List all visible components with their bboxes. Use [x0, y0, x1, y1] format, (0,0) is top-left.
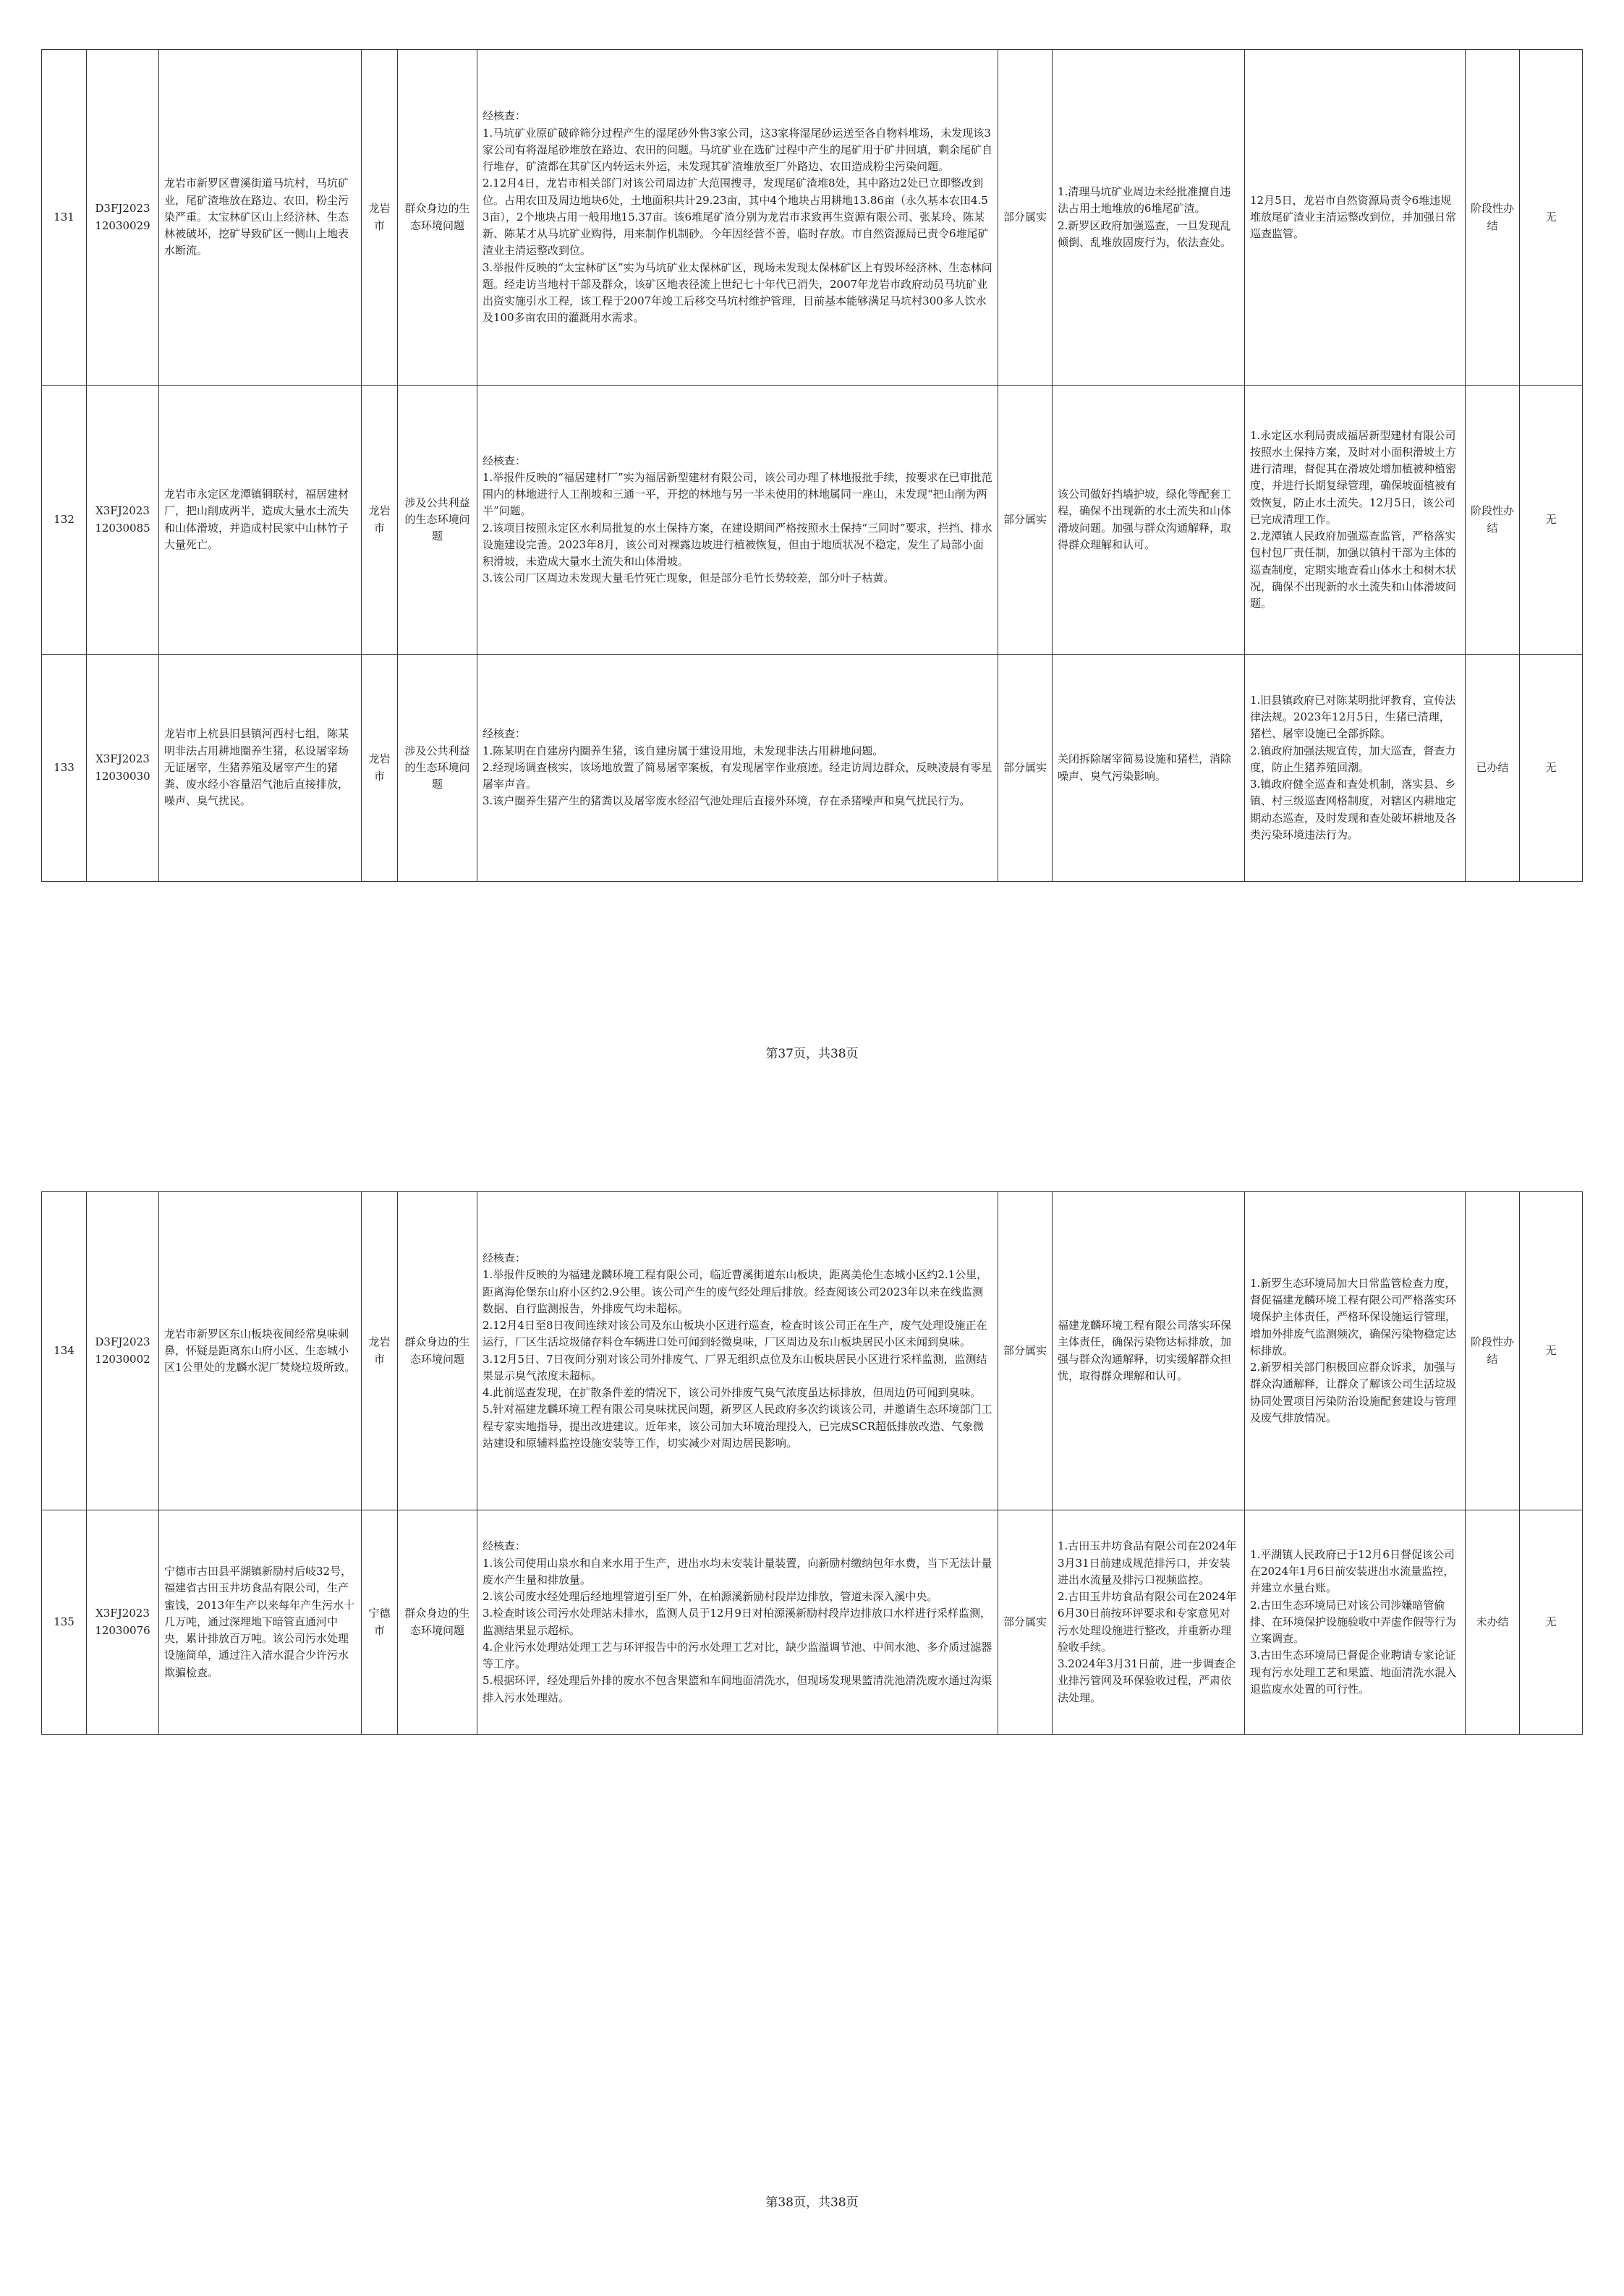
- accountability: 无: [1520, 1510, 1583, 1735]
- verification-status: 部分属实: [998, 1510, 1053, 1735]
- investigation-findings: 经核查： 1.陈某明在自建房内圈养生猪，该自建房属于建设用地，未发现非法占用耕地问题。 2.经现场调查核实，该场地放置了简易屠宰案板，有发现屠宰作业痕迹。经走访周边群众，反映凌晨有零星屠宰声音。 3.该户圈养生猪产生的猪粪以及屠宰废水经沼气池处理后直接外环境，存在杀猪噪声和臭气扰民行为。: [477, 655, 998, 882]
- reported-issue: 龙岩市新罗区东山板块夜间经常臭味刺鼻，怀疑是距离东山府小区、生态城小区1公里处的龙麟水泥厂焚烧垃圾所致。: [159, 1192, 362, 1510]
- complaint-table: [41, 49, 1583, 882]
- rectification-progress: 1.永定区水利局责成福居新型建材有限公司按照水土保持方案，及时对小面积滑坡土方进行清理，督促其在滑坡处增加植被种植密度，并进行长期复绿管理，确保坡面植被有效恢复，防止水土流失。12月5日，该公司已完成清理工作。 2.龙潭镇人民政府加强巡查监管，严格落实包村包厂责任制，加强以镇村干部为主体的巡查制度，定期实地查看山体水土和树木状况，确保不出现新的水土流失和山体滑坡问题。: [1245, 386, 1466, 655]
- completion-status: 阶段性办结: [1466, 386, 1520, 655]
- handling-measures: 关闭拆除屠宰简易设施和猪栏，消除噪声、臭气污染影响。: [1053, 655, 1245, 882]
- reported-issue: 龙岩市上杭县旧县镇河西村七组，陈某明非法占用耕地圈养生猪，私设屠宰场无证屠宰，生猪养殖及屠宰产生的猪粪、废水经小容量沼气池后直接排放，噪声、臭气扰民。: [159, 655, 362, 882]
- city: 龙岩市: [362, 655, 398, 882]
- city: 龙岩市: [362, 1192, 398, 1510]
- handling-measures: 1.古田玉井坊食品有限公司在2024年3月31日前建成规范排污口，并安装进出水流量及排污口视频监控。 2.古田玉井坊食品有限公司在2024年6月30日前按环评要求和专家意见对污水处理设施进行整改，并重新办理验收手续。 3.2024年3月31日前，进一步调查企业排污管网及环保验收过程，严肃依法处理。: [1053, 1510, 1245, 1735]
- accountability: 无: [1520, 50, 1583, 386]
- accountability: 无: [1520, 386, 1583, 655]
- completion-status: 阶段性办结: [1466, 50, 1520, 386]
- city: 宁德市: [362, 1510, 398, 1735]
- issue-type: 涉及公共利益的生态环境问题: [398, 386, 477, 655]
- completion-status: 阶段性办结: [1466, 1192, 1520, 1510]
- case-number: 134: [42, 1192, 87, 1510]
- investigation-findings: 经核查： 1.举报件反映的“福居建材厂”实为福居新型建材有限公司，该公司办理了林地报批手续，按要求在已审批范围内的林地进行人工削坡和三通一平，开挖的林地与另一半未使用的林地属同一座山，未发现“把山削为两半”问题。 2.该项目按照永定区水利局批复的水土保持方案，在建设期间严格按照水土保持“三同时”要求，拦挡、排水设施建设完善。2023年8月，该公司对裸露边坡进行植被恢复，但由于地质状况不稳定，发生了局部小面积滑坡，未造成大量水土流失和山体滑坡。 3.该公司厂区周边未发现大量毛竹死亡现象，但是部分毛竹长势较差，部分叶子枯黄。: [477, 386, 998, 655]
- issue-type: 涉及公共利益的生态环境问题: [398, 655, 477, 882]
- city: 龙岩市: [362, 386, 398, 655]
- accountability: 无: [1520, 1192, 1583, 1510]
- page-footer: 第37页，共38页: [765, 1047, 859, 1061]
- handling-measures: 该公司做好挡墙护坡，绿化等配套工程，确保不出现新的水土流失和山体滑坡问题。加强与群众沟通解释，取得群众理解和认可。: [1053, 386, 1245, 655]
- case-code: X3FJ2023 12030076: [87, 1510, 159, 1735]
- rectification-progress: 12月5日，龙岩市自然资源局责令6堆违规堆放尾矿渣业主清运整改到位，并加强日常巡查监管。: [1245, 50, 1466, 386]
- issue-type: 群众身边的生态环境问题: [398, 50, 477, 386]
- accountability: 无: [1520, 655, 1583, 882]
- issue-type: 群众身边的生态环境问题: [398, 1192, 477, 1510]
- city: 龙岩市: [362, 50, 398, 386]
- complaint-table: [41, 1191, 1583, 1735]
- case-code: D3FJ2023 12030029: [87, 50, 159, 386]
- investigation-findings: 经核查： 1.该公司使用山泉水和自来水用于生产，进出水均未安装计量装置，向新励村缴纳包年水费，当下无法计量废水产生量和排放量。 2.该公司废水经处理后经地埋管道引至厂外，在柏源溪新励村段岸边排放，管道未深入溪中央。 3.检查时该公司污水处理站未排水，监测人员于12月9日对柏源溪新励村段岸边排放口水样进行采样监测，监测结果显示超标。 4.企业污水处理站处理工艺与环评报告中的污水处理工艺对比，缺少监溢调节池、中间水池、多介质过滤器等工序。 5.根据环评，经处理后外排的废水不包含果篮和车间地面清洗水，但现场发现果篮清洗池清洗废水通过沟渠排入污水处理站。: [477, 1510, 998, 1735]
- handling-measures: 福建龙麟环境工程有限公司落实环保主体责任，确保污染物达标排放，加强与群众沟通解释，切实缓解群众担忧，取得群众理解和认可。: [1053, 1192, 1245, 1510]
- verification-status: 部分属实: [998, 50, 1053, 386]
- case-number: 131: [42, 50, 87, 386]
- completion-status: 已办结: [1466, 655, 1520, 882]
- verification-status: 部分属实: [998, 1192, 1053, 1510]
- case-code: X3FJ2023 12030030: [87, 655, 159, 882]
- table-row: [42, 50, 1583, 386]
- table-row: [42, 1192, 1583, 1510]
- page-footer: 第38页，共38页: [765, 2195, 859, 2210]
- handling-measures: 1.清理马坑矿业周边未经批准擅自违法占用土地堆放的6堆尾矿渣。 2.新罗区政府加强巡查，一旦发现乱倾倒、乱堆放固废行为，依法查处。: [1053, 50, 1245, 386]
- rectification-progress: 1.平湖镇人民政府已于12月6日督促该公司在2024年1月6日前安装进出水流量监控，并建立水量台账。 2.古田生态环境局已对该公司涉嫌暗管偷排、在环境保护设施验收中弄虚作假等行为立案调查。 3.古田生态环境局已督促企业聘请专家论证现有污水处理工艺和果篮、地面清洗水混入退监废水处置的可行性。: [1245, 1510, 1466, 1735]
- reported-issue: 宁德市古田县平湖镇新励村后岐32号，福建省古田玉井坊食品有限公司，生产蜜饯，2013年生产以来每年产生污水十几万吨，通过深埋地下暗管直通河中央，累计排放百万吨。该公司污水处理设施简单，通过注入清水混合少许污水欺骗检查。: [159, 1510, 362, 1735]
- case-number: 133: [42, 655, 87, 882]
- rectification-progress: 1.旧县镇政府已对陈某明批评教育，宣传法律法规。2023年12月5日，生猪已清理，猪栏、屠宰设施已全部拆除。 2.镇政府加强法规宣传，加大巡查，督查力度，防止生猪养殖回潮。 3.镇政府健全巡查和查处机制，落实县、乡镇、村三级巡查网格制度，对辖区内耕地定期动态巡查，及时发现和查处破坏耕地及各类污染环境违法行为。: [1245, 655, 1466, 882]
- document-page-38: [0, 1148, 1624, 2296]
- verification-status: 部分属实: [998, 386, 1053, 655]
- issue-type: 群众身边的生态环境问题: [398, 1510, 477, 1735]
- case-code: D3FJ2023 12030002: [87, 1192, 159, 1510]
- verification-status: 部分属实: [998, 655, 1053, 882]
- case-number: 135: [42, 1510, 87, 1735]
- rectification-progress: 1.新罗生态环境局加大日常监管检查力度，督促福建龙麟环境工程有限公司严格落实环境保护主体责任，严格环保设施运行管理，增加外排废气监测频次，确保污染物稳定达标排放。 2.新罗相关部门积极回应群众诉求，加强与群众沟通解释，让群众了解该公司生活垃圾协同处置项目污染防治设施配套建设与管理及废气排放情况。: [1245, 1192, 1466, 1510]
- investigation-findings: 经核查： 1.马坑矿业原矿破碎筛分过程产生的湿尾砂外售3家公司，这3家将湿尾砂运送至各自物料堆场，未发现该3家公司有将湿尾砂堆放在路边、农田的问题。马坑矿业在选矿过程中产生的尾矿用于矿井回填，剩余尾矿自行堆存，矿渣都在其矿区内转运未外运，未发现其矿渣堆放至厂外路边、农田造成粉尘污染问题。 2.12月4日，龙岩市相关部门对该公司周边扩大范围搜寻，发现尾矿渣堆8处，其中路边2处已立即整改到位。占用农田及周边地块6处，土地面积共计29.23亩，其中4个地块占用耕地13.86亩（永久基本农田4.53亩），2个地块占用一般用地15.37亩。该6堆尾矿渣分别为龙岩市求致再生资源有限公司、张某玲、陈某新、陈某才从马坑矿业购得，用来制作机制砂。今年因经营不善，临时存放。市自然资源局已责令6堆尾矿渣业主清运整改到位。 3.举报件反映的“太宝林矿区”实为马坑矿业太保林矿区，现场未发现太保林矿区上有毁坏经济林、生态林问题。经走访当地村干部及群众，该矿区地表径流上世纪七十年代已消失，2007年龙岩市政府动员马坑矿业出资实施引水工程，该工程于2007年竣工后移交马坑村维护管理，目前基本能够满足马坑村300多人饮水及100多亩农田的灌溉用水需求。: [477, 50, 998, 386]
- table-row: [42, 655, 1583, 882]
- table-row: [42, 1510, 1583, 1735]
- table-row: [42, 386, 1583, 655]
- completion-status: 未办结: [1466, 1510, 1520, 1735]
- reported-issue: 龙岩市新罗区曹溪街道马坑村，马坑矿业，尾矿渣堆放在路边、农田，粉尘污染严重。太宝林矿区山上经济林、生态林被破坏，挖矿导致矿区一侧山上地表水断流。: [159, 50, 362, 386]
- investigation-findings: 经核查： 1.举报件反映的为福建龙麟环境工程有限公司，临近曹溪街道东山板块，距离美伦生态城小区约2.1公里，距离海伦堡东山府小区约2.9公里。该公司产生的废气经处理后排放。经查阅该公司2023年以来在线监测数据、自行监测报告，外排废气均未超标。 2.12月4日至8日夜间连续对该公司及东山板块小区进行巡查，检查时该公司正在生产，废气处理设施正在运行，厂区生活垃圾储存料仓车辆进口处可闻到轻微臭味，厂区周边及东山板块居民小区未闻到臭味。 3.12月5日、7日夜间分别对该公司外排废气、厂界无组织点位及东山板块居民小区进行采样监测，监测结果显示臭气浓度未超标。 4.此前巡查发现，在扩散条件差的情况下，该公司外排废气臭气浓度虽达标排放，但周边仍可闻到臭味。 5.针对福建龙麟环境工程有限公司臭味扰民问题，新罗区人民政府多次约谈该公司，并邀请生态环境部门工程专家实地指导，提出改进建议。近年来，该公司加大环境治理投入，已完成SCR超低排放改造、气象微站建设和原辅料监控设施安装等工作，切实减少对周边居民影响。: [477, 1192, 998, 1510]
- case-code: X3FJ2023 12030085: [87, 386, 159, 655]
- reported-issue: 龙岩市永定区龙潭镇铜联村，福居建材厂，把山削成两半，造成大量水土流失和山体滑坡，并造成村民家中山林竹子大量死亡。: [159, 386, 362, 655]
- case-number: 132: [42, 386, 87, 655]
